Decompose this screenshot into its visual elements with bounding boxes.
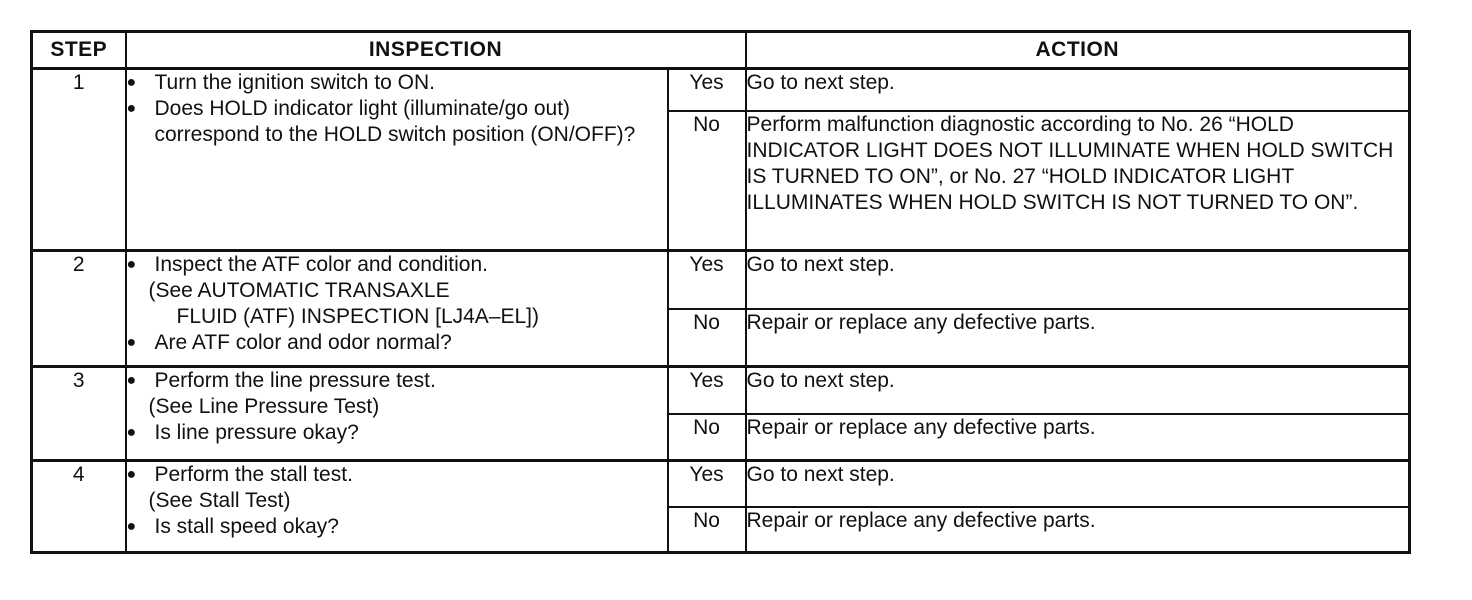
inspection-item: ● Are ATF color and odor normal? [126,331,452,354]
bullet-dot-icon: ● [126,518,137,535]
bullet-dot-icon: ● [126,466,137,483]
no-action: Perform malfunction diagnostic according to No. 26 “HOLD INDICATOR LIGHT DOES NOT ILLUMINATE WHEN HOLD SWITCH IS TURNED TO ON”, or No. 27 “HOLD INDICATOR LIGHT ILLUMINATES WHEN HOLD SWITCH IS NOT TURNED TO ON”. [746,111,1410,251]
bullet-dot-icon: ● [126,100,137,117]
yes-action: Go to next step. [746,461,1410,507]
inspection-note: FLUID (ATF) INSPECTION [LJ4A–EL]) [176,305,540,328]
diagnostic-table [30,30,1411,554]
no-label: No [668,507,746,553]
step-number: 1 [32,69,126,251]
inspection-item: ● Perform the line pressure test. [126,369,436,392]
yes-label: Yes [668,367,746,414]
bullet-dot-icon: ● [126,256,137,273]
step-2-yes-row [32,251,1410,309]
bullet-dot-icon: ● [126,372,137,389]
step-4-inspection [126,461,668,553]
step-2-inspection [126,251,668,367]
yes-action: Go to next step. [746,251,1410,309]
header-inspection: INSPECTION [126,32,746,69]
header-step: STEP [32,32,126,69]
yes-label: Yes [668,69,746,111]
yes-action: Go to next step. [746,367,1410,414]
bullet-dot-icon: ● [126,424,137,441]
no-action: Repair or replace any defective parts. [746,414,1410,461]
yes-label: Yes [668,251,746,309]
header-action: ACTION [746,32,1410,69]
no-label: No [668,309,746,367]
inspection-note: (See Line Pressure Test) [148,395,380,418]
inspection-item: ● Does HOLD indicator light (illuminate/go out) correspond to the HOLD switch position (ON/OFF)? [126,97,636,146]
no-label: No [668,414,746,461]
inspection-note: (See AUTOMATIC TRANSAXLE [148,279,450,302]
step-number: 4 [32,461,126,553]
step-1-yes-row [32,69,1410,111]
step-4-yes-row [32,461,1410,507]
inspection-item: ● Inspect the ATF color and condition. [126,253,488,276]
no-action: Repair or replace any defective parts. [746,507,1410,553]
bullet-dot-icon: ● [126,334,137,351]
inspection-item: ● Is line pressure okay? [126,421,359,444]
inspection-item: ● Perform the stall test. [126,463,353,486]
step-1-inspection [126,69,668,251]
inspection-item: ● Turn the ignition switch to ON. [126,71,436,94]
header-row [32,32,1410,69]
step-number: 3 [32,367,126,461]
no-label: No [668,111,746,251]
no-action: Repair or replace any defective parts. [746,309,1410,367]
yes-label: Yes [668,461,746,507]
inspection-item: ● Is stall speed okay? [126,515,339,538]
yes-action: Go to next step. [746,69,1410,111]
bullet-dot-icon: ● [126,74,137,91]
inspection-note: (See Stall Test) [148,489,291,512]
step-3-inspection [126,367,668,461]
step-3-yes-row [32,367,1410,414]
step-number: 2 [32,251,126,367]
